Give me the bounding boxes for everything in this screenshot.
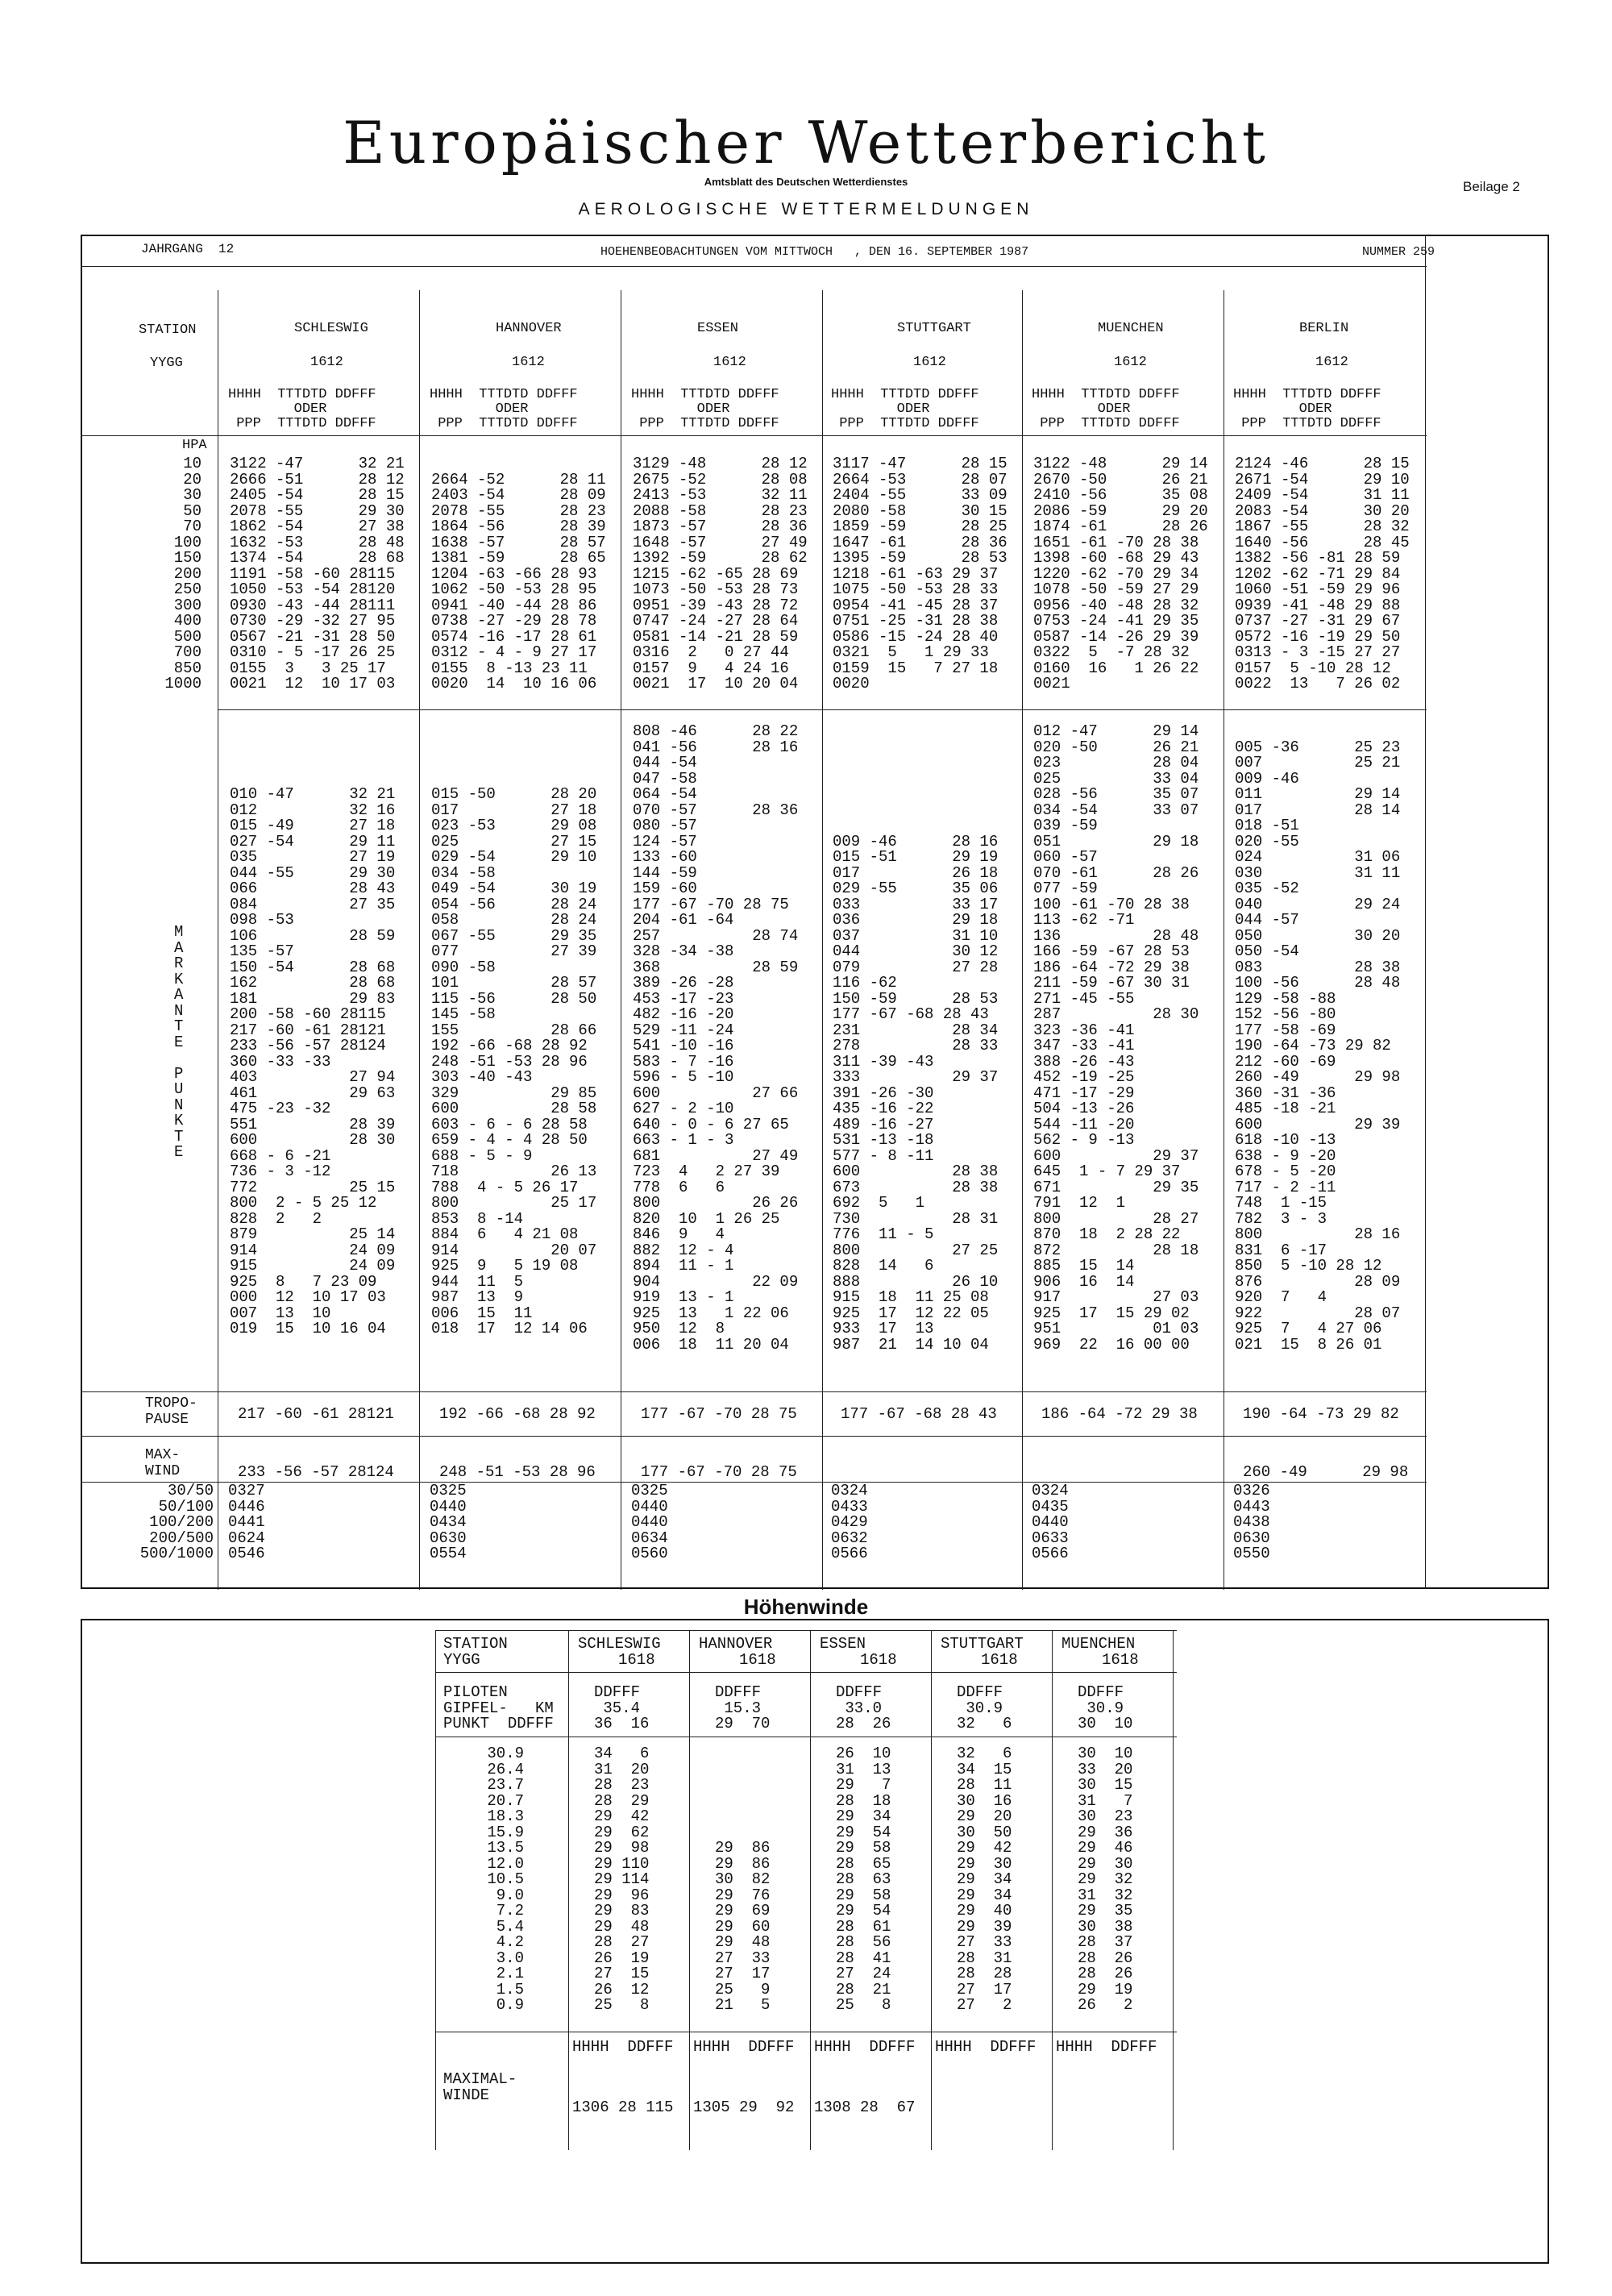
maxwind-data: 177 -67 -70 28 75 [641, 1463, 797, 1481]
significant-level-data: 009 -46 28 16 015 -51 29 19 017 26 18 029 -55 35 06 033 33 17 036 29 18 037 31 10 044 30 12 079 27 28 116 -62 150 -59 28 53 177 -67 -68 28 43 231 28 34 278 28 33 311 -39 -43 333 29 37 391 -26 -30 435 -16 -22 489 -16 -27 531 -13 -18 577 - 8 -11 600 28 38 673 28 38 692 5 1 730 28 31 776 11 - 5 800 27 25 828 14 6 888 26 10 915 18 11 25 08 925 17 12 22 05 933 17 13 987 21 14 10 04 [833, 832, 999, 1354]
thickness-divider [81, 1482, 1427, 1483]
significant-level-data: 808 -46 28 22 041 -56 28 16 044 -54 047 -58 064 -54 070 -57 28 36 080 -57 124 -57 133 -60 144 -59 159 -60 177 -67 -70 28 75 204 -61 -64 257 28 74 328 -34 -38 368 28 59 389 -26 -28 453 -17 -23 482 -16 -20 529 -11 -24 541 -10 -16 583 - 7 -16 596 - 5 -10 600 27 66 627 - 2 -10 640 - 0 - 6 27 65 663 - 1 - 3 681 27 49 723 4 2 27 39 778 6 6 800 26 26 820 10 1 26 25 846 9 4 882 12 - 4 894 11 - 1 904 22 09 919 13 - 1 925 13 1 22 06 950 12 8 006 18 11 20 04 [633, 722, 799, 1354]
wind-profile-data: 30 10 33 20 30 15 31 7 30 23 29 36 29 46 29 30 29 32 31 32 29 35 30 38 28 37 28 26 28 26 29 19 26 2 [1078, 1745, 1133, 2014]
column-head: HHHH TTTDTD DDFFF ODER PPP TTTDTD DDFFF [831, 387, 979, 431]
max-wind-value: 1305 29 92 [693, 2098, 795, 2116]
standard-level-data: 3117 -47 28 15 2664 -53 28 07 2404 -55 33 09 2080 -58 30 15 1859 -59 28 25 1647 -61 28 36 1395 -59 28 53 1218 -61 -63 29 37 1075 -50 -53 28 33 0954 -41 -45 28 37 0751 -25 -31 28 38 0586 -15 -24 28 40 0321 5 1 29 33 0159 15 7 27 18 0020 [833, 455, 1008, 693]
beilage-label: Beilage 2 [1463, 179, 1520, 194]
station-name: HANNOVER [496, 321, 562, 336]
wind-station-yygg: 1618 [618, 1651, 655, 1669]
station-name: STUTTGART [897, 321, 971, 336]
piloten-gipfelpunkt: DDFFF 15.3 29 70 [715, 1683, 771, 1732]
tropopause-data: 190 -64 -73 29 82 [1243, 1405, 1399, 1423]
max-wind-head: HHHH DDFFF [1056, 2038, 1157, 2056]
col-divider [1022, 290, 1023, 1590]
wind-col-divider [435, 1630, 436, 2150]
hpa-label: HPA [182, 438, 207, 453]
station-name: SCHLESWIG [294, 321, 368, 336]
section-title: AEROLOGISCHE WETTERMELDUNGEN [578, 200, 1034, 218]
issue-number: NUMMER 259 [1362, 245, 1435, 259]
max-wind-head: HHHH DDFFF [693, 2038, 795, 2056]
wind-station-name: MUENCHEN [1062, 1635, 1136, 1653]
info-row-divider [81, 266, 1427, 267]
thickness-data: 0325 0440 0434 0630 0554 [430, 1482, 467, 1562]
significant-level-data: 010 -47 32 21 012 32 16 015 -49 27 18 027 -54 29 11 035 27 19 044 -55 29 30 066 28 43 084 27 35 098 -53 106 28 59 135 -57 150 -54 28 68 162 28 68 181 29 83 200 -58 -60 28115 217 -60 -61 28121 233 -56 -57 28124 360 -33 -33 403 27 94 461 29 63 475 -23 -32 551 28 39 600 28 30 668 - 6 -21 736 - 3 -12 772 25 15 800 2 - 5 25 12 828 2 2 879 25 14 914 24 09 915 24 09 925 8 7 23 09 000 12 10 17 03 007 13 10 019 15 10 16 04 [230, 785, 396, 1337]
wind-header-divider [435, 1672, 1177, 1673]
standard-level-data: 2664 -52 28 11 2403 -54 28 09 2078 -55 28 23 1864 -56 28 39 1638 -57 28 57 1381 -59 28 65 1204 -63 -66 28 93 1062 -50 -53 28 95 0941 -40 -44 28 86 0738 -27 -29 28 78 0574 -16 -17 28 61 0312 - 4 - 9 27 17 0155 8 -13 23 11 0020 14 10 16 06 [431, 470, 606, 693]
wind-station-name: STUTTGART [941, 1635, 1024, 1653]
wind-col-divider [689, 1630, 690, 2150]
standard-level-data: 3122 -48 29 14 2670 -50 26 21 2410 -56 35 08 2086 -59 29 20 1874 -61 28 26 1651 -61 -70 28 38 1398 -60 -68 29 43 1220 -62 -70 29 34 1078 -50 -59 27 29 0956 -40 -48 28 32 0753 -24 -41 29 35 0587 -14 -26 29 39 0322 5 -7 28 32 0160 16 1 26 22 0021 [1033, 455, 1208, 693]
station-yygg: 1612 [1315, 355, 1348, 370]
hoehenwinde-table [81, 1619, 1549, 2264]
signifikante-punkte-label: M A R K A N T E P U N K T E [174, 923, 184, 1161]
significant-level-data: 015 -50 28 20 017 27 18 023 -53 29 08 025 27 15 029 -54 29 10 034 -58 049 -54 30 19 054 -56 28 24 058 28 24 067 -55 29 35 077 27 39 090 -58 101 28 57 115 -56 28 50 145 -58 155 28 66 192 -66 -68 28 92 248 -51 -53 28 96 303 -40 -43 329 29 85 600 28 58 603 - 6 - 6 28 58 659 - 4 - 4 28 50 688 - 5 - 9 718 26 13 788 4 - 5 26 17 800 25 17 853 8 -14 884 6 4 21 08 914 20 07 925 9 5 19 08 944 11 5 987 13 9 006 15 11 018 17 12 14 06 [431, 785, 597, 1337]
tropopause-data: 192 -66 -68 28 92 [439, 1405, 596, 1423]
maxwind-data: 260 -49 29 98 [1243, 1463, 1409, 1481]
significant-level-data: 012 -47 29 14 020 -50 26 21 023 28 04 025 33 04 028 -56 35 07 034 -54 33 07 039 -59 051 29 18 060 -57 070 -61 28 26 077 -59 100 -61 -70 28 38 113 -62 -71 136 28 48 166 -59 -67 28 53 186 -64 -72 29 38 211 -59 -67 30 31 271 -45 -55 287 28 30 323 -36 -41 347 -33 -41 388 -26 -43 452 -19 -25 471 -17 -29 504 -13 -26 544 -11 -20 562 - 9 -13 600 29 37 645 1 - 7 29 37 671 29 35 791 12 1 800 28 27 870 18 2 28 22 872 28 18 885 15 14 906 16 14 917 27 03 925 17 15 29 02 951 01 03 969 22 16 00 00 [1033, 722, 1199, 1354]
thickness-data: 0326 0443 0438 0630 0550 [1233, 1482, 1270, 1562]
maxwind-data: 248 -51 -53 28 96 [439, 1463, 596, 1481]
wind-station-yygg: 1618 [739, 1651, 776, 1669]
standard-level-data: 3122 -47 32 21 2666 -51 28 12 2405 -54 28 15 2078 -55 29 30 1862 -54 27 38 1632 -53 28 48 1374 -54 28 68 1191 -58 -60 28115 1050 -53 -54 28120 0930 -43 -44 28111 0730 -29 -32 27 95 0567 -21 -31 28 50 0310 - 5 -17 26 25 0155 3 3 25 17 0021 12 10 17 03 [230, 455, 405, 693]
col-divider [419, 290, 420, 1590]
station-yygg: 1612 [310, 355, 343, 370]
maxwind-divider [81, 1436, 1427, 1437]
piloten-gipfelpunkt: DDFFF 35.4 36 16 [594, 1683, 650, 1732]
maximal-winde-label: MAXIMAL- WINDE [443, 2070, 517, 2104]
tropopause-label: TROPO- PAUSE [145, 1395, 197, 1428]
max-wind-value: 1306 28 115 [572, 2098, 674, 2116]
wind-station-name: SCHLESWIG [578, 1635, 661, 1653]
wind-col-divider [931, 1630, 932, 2150]
wind-col-divider [1052, 1630, 1053, 2150]
column-head: HHHH TTTDTD DDFFF ODER PPP TTTDTD DDFFF [1233, 387, 1381, 431]
wind-station-yygg: 1618 [981, 1651, 1018, 1669]
standard-level-data: 3129 -48 28 12 2675 -52 28 08 2413 -53 32 11 2088 -58 28 23 1873 -57 28 36 1648 -57 27 49 1392 -59 28 62 1215 -62 -65 28 69 1073 -50 -53 28 73 0951 -39 -43 28 72 0747 -24 -27 28 64 0581 -14 -21 28 59 0316 2 0 27 44 0157 9 4 24 16 0021 17 10 20 04 [633, 455, 808, 693]
wind-col-divider [568, 1630, 569, 2150]
frame-divider [1425, 235, 1426, 1589]
tropopause-data: 177 -67 -68 28 43 [841, 1405, 997, 1423]
yygg-label: YYGG [150, 356, 183, 371]
tropopause-data: 217 -60 -61 28121 [238, 1405, 394, 1423]
page-title: Europäischer Wetterbericht [343, 109, 1269, 177]
piloten-gipfelpunkt: DDFFF 30.9 30 10 [1078, 1683, 1133, 1732]
wind-top-rule [435, 1630, 1177, 1631]
wind-station-name: ESSEN [820, 1635, 866, 1653]
wind-col-divider [810, 1630, 811, 2150]
piloten-label: PILOTEN GIPFEL- KM PUNKT DDFFF [443, 1683, 554, 1732]
station-name: ESSEN [697, 321, 739, 336]
station-yygg: 1612 [1114, 355, 1147, 370]
wind-station-yygg: 1618 [1102, 1651, 1139, 1669]
station-yygg: 1612 [913, 355, 946, 370]
column-head: HHHH TTTDTD DDFFF ODER PPP TTTDTD DDFFF [430, 387, 578, 431]
piloten-gipfelpunkt: DDFFF 30.9 32 6 [957, 1683, 1012, 1732]
observation-date: HOEHENBEOBACHTUNGEN VOM MITTWOCH , DEN 16. SEPTEMBER 1987 [600, 245, 1029, 259]
thickness-data: 0327 0446 0441 0624 0546 [228, 1482, 265, 1562]
standard-level-data: 2124 -46 28 15 2671 -54 29 10 2409 -54 31 11 2083 -54 30 20 1867 -55 28 32 1640 -56 28 45 1382 -56 -81 28 59 1202 -62 -71 29 84 1060 -51 -59 29 96 0939 -41 -48 29 88 0737 -27 -31 29 67 0572 -16 -19 29 50 0313 - 3 -15 27 27 0157 5 -10 28 12 0022 13 7 26 02 [1235, 455, 1410, 693]
publisher-subtitle: Amtsblatt des Deutschen Wetterdienstes [704, 176, 908, 188]
wind-profile-data: 34 6 31 20 28 23 28 29 29 42 29 62 29 98 29 110 29 114 29 96 29 83 29 48 28 27 26 19 27 15 26 12 25 8 [594, 1745, 650, 2014]
wind-profile-data: 32 6 34 15 28 11 30 16 29 20 30 50 29 42 29 30 29 34 29 34 29 40 29 39 27 33 28 31 28 28 27 17 27 2 [957, 1745, 1012, 2014]
station-name: BERLIN [1299, 321, 1349, 336]
tropopause-data: 186 -64 -72 29 38 [1041, 1405, 1198, 1423]
col-divider [822, 290, 823, 1590]
wind-profile-data: 29 86 29 86 30 82 29 76 29 69 29 60 29 48 27 33 27 17 25 9 21 5 [715, 1839, 771, 2014]
station-label: STATION [139, 322, 197, 338]
pressure-levels: 10 20 30 50 70 100 150 200 250 300 400 500 700 850 1000 [164, 455, 202, 693]
wind-altitudes-km: 30.9 26.4 23.7 20.7 18.3 15.9 13.5 12.0 10.5 9.0 7.2 5.4 4.2 3.0 2.1 1.5 0.9 [487, 1745, 524, 2014]
jahrgang: JAHRGANG 12 [141, 242, 235, 256]
station-yygg: 1612 [713, 355, 746, 370]
maxwind-data: 233 -56 -57 28124 [238, 1463, 394, 1481]
wind-station-yygg: 1618 [860, 1651, 897, 1669]
max-wind-head: HHHH DDFFF [572, 2038, 674, 2056]
thickness-data: 0324 0435 0440 0633 0566 [1032, 1482, 1069, 1562]
station-name: MUENCHEN [1098, 321, 1164, 336]
wind-station-name: HANNOVER [699, 1635, 773, 1653]
tropo-divider [81, 1391, 1427, 1392]
station-yygg: 1612 [512, 355, 545, 370]
column-head: HHHH TTTDTD DDFFF ODER PPP TTTDTD DDFFF [228, 387, 376, 431]
significant-level-data: 005 -36 25 23 007 25 21 009 -46 011 29 14 017 28 14 018 -51 020 -55 024 31 06 030 31 11 035 -52 040 29 24 044 -57 050 30 20 050 -54 083 28 38 100 -56 28 48 129 -58 -88 152 -56 -80 177 -58 -69 190 -64 -73 29 82 212 -60 -69 260 -49 29 98 360 -31 -36 485 -18 -21 600 29 39 618 -10 -13 638 - 9 -20 678 - 5 -20 717 - 2 -11 748 1 -15 782 3 - 3 800 28 16 831 6 -17 850 5 -10 28 12 876 28 09 920 7 4 922 28 07 925 7 4 27 06 021 15 8 26 01 [1235, 738, 1401, 1354]
column-head: HHHH TTTDTD DDFFF ODER PPP TTTDTD DDFFF [631, 387, 779, 431]
header-divider [81, 435, 1427, 436]
std-levels-divider [218, 709, 1427, 710]
wind-col-divider [1173, 1630, 1174, 2150]
maxwind-label: MAX- WIND [145, 1447, 181, 1479]
hoehenwinde-title: Höhenwinde [743, 1595, 869, 1619]
piloten-gipfelpunkt: DDFFF 33.0 28 26 [836, 1683, 891, 1732]
thickness-data: 0324 0433 0429 0632 0566 [831, 1482, 868, 1562]
wind-station-label: STATION YYGG [443, 1635, 508, 1669]
max-wind-head: HHHH DDFFF [814, 2038, 916, 2056]
thickness-data: 0325 0440 0440 0634 0560 [631, 1482, 668, 1562]
max-wind-head: HHHH DDFFF [935, 2038, 1037, 2056]
wind-profile-data: 26 10 31 13 29 7 28 18 29 34 29 54 29 58 28 65 28 63 29 58 29 54 28 61 28 56 28 41 27 24 28 21 25 8 [836, 1745, 891, 2014]
column-head: HHHH TTTDTD DDFFF ODER PPP TTTDTD DDFFF [1032, 387, 1180, 431]
max-wind-value: 1308 28 67 [814, 2098, 916, 2116]
tropopause-data: 177 -67 -70 28 75 [641, 1405, 797, 1423]
thickness-layers: 30/50 50/100 100/200 200/500 500/1000 [139, 1482, 214, 1562]
